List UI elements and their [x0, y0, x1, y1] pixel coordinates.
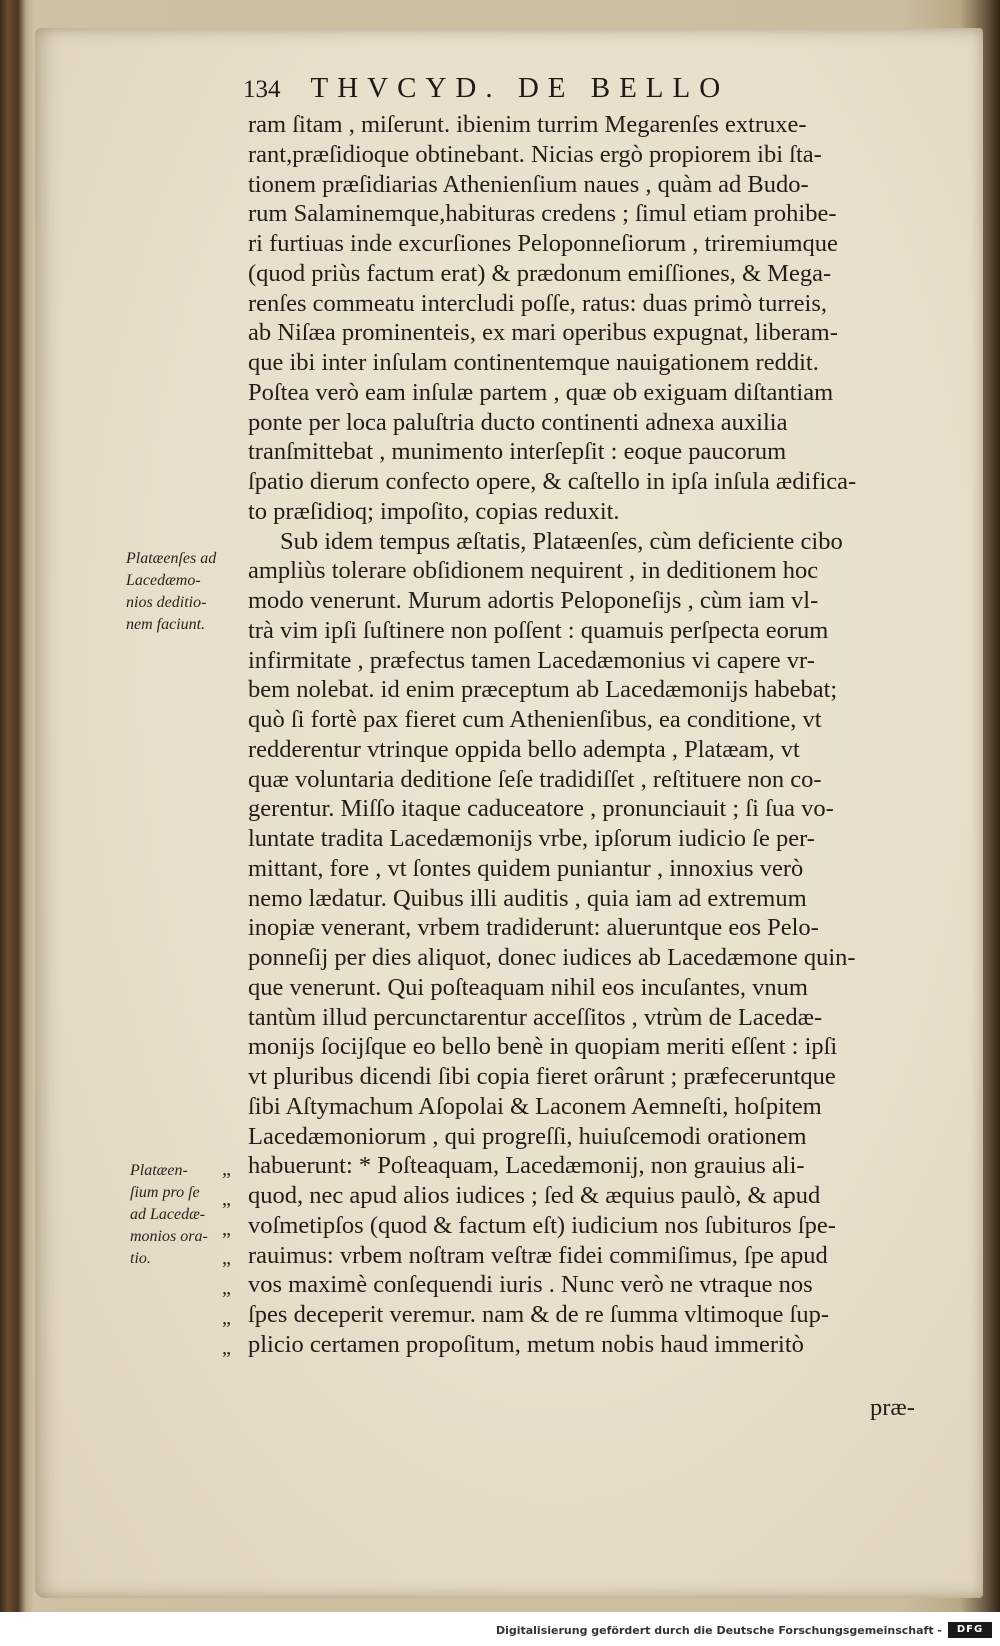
quote-mark: „ [222, 1336, 231, 1359]
page-header [243, 72, 923, 112]
text-line: vos maximè conſequendi iuris . Nunc verò ne vtraque nos [248, 1271, 813, 1299]
margin-note-line: Platæen- [130, 1162, 188, 1179]
text-line: inopiæ venerant, vrbem tradiderunt: alueruntque eos Pelo- [248, 914, 819, 942]
text-line: voſmetipſos (quod & factum eſt) iudicium nos ſubituros ſpe- [248, 1211, 836, 1239]
text-line: ſibi Aſtymachum Aſopolai & Laconem Aemneſti, hoſpitem [248, 1092, 822, 1120]
text-line: ſpatio dierum confecto opere, & caſtello in ipſa inſula ædifica- [248, 468, 857, 495]
text-line: rant,præſidioque obtinebant. Nicias ergò propiorem ibi ſta- [248, 140, 822, 168]
text-line: ſpes deceperit veremur. nam & de re ſumma vltimoque ſup- [248, 1301, 830, 1328]
margin-note-line: Platæenſes ad [126, 550, 217, 567]
text-line: quod, nec apud alios iudices ; ſed & æquius paulò, & apud [248, 1182, 821, 1209]
text-line: ab Niſæa prominenteis, ex mari operibus expugnat, liberam- [248, 319, 838, 347]
text-line: quæ voluntaria deditione ſeſe tradidiſſet , reſtituere non co- [248, 765, 822, 793]
dfg-logo-icon: DFG [948, 1622, 992, 1638]
text-line: ponneſij per dies aliquot, donec iudices ab Lacedæmone quin- [248, 944, 856, 971]
text-line: habuerunt: * Poſteaquam, Lacedæmonij, non grauius ali- [248, 1152, 805, 1180]
text-line: modo venerunt. Murum adortis Peloponeſijs , cùm iam vl- [248, 587, 819, 614]
footer-credit: Digitalisierung gefördert durch die Deutsche Forschungsgemeinschaft - [495, 1624, 942, 1637]
text-line: quò ſi fortè pax fieret cum Athenienſibus, ea conditione, vt [248, 706, 822, 733]
text-line: luntate tradita Lacedæmonijs vrbe, ipſorum iudicio ſe per- [248, 825, 815, 852]
text-line: bem nolebat. id enim præceptum ab Lacedæmonijs habebat; [248, 676, 838, 704]
text-line: Lacedæmoniorum , qui progreſſi, huiuſcemodi orationem [248, 1122, 807, 1150]
text-line: tranſmittebat , munimento interſepſit : eoque paucorum [248, 438, 787, 466]
text-line: to præſidioq; impoſito, copias reduxit. [248, 497, 620, 525]
text-line: (quod priùs factum erat) & prædonum emiſſiones, & Mega- [248, 259, 832, 287]
quote-mark: „ [222, 1187, 231, 1210]
text-line: nemo lædatur. Quibus illi auditis , quia iam ad extremum [248, 884, 807, 912]
quote-mark: „ [222, 1158, 231, 1180]
footer-bar [0, 1612, 1000, 1646]
margin-note-line: nem faciunt. [126, 616, 206, 633]
body-text [248, 110, 918, 1360]
text-line: renſes commeatu intercludi poſſe, ratus: duas primò turreis, [248, 289, 827, 317]
margin-note-oration [130, 1160, 220, 1270]
text-line: rum Salaminemque,habituras credens ; ſimul etiam prohibe- [248, 200, 837, 228]
margin-note-line: ad Lacedæ- [130, 1206, 206, 1223]
quote-mark: „ [222, 1306, 231, 1329]
text-line: que ibi inter inſulam continentemque nauigationem reddit. [248, 349, 819, 376]
text-line: ram ſitam , miſerunt. ibienim turrim Megarenſes extruxe- [248, 111, 807, 138]
text-line: tionem præſidiarias Athenienſium naues , quàm ad Budo- [248, 170, 809, 198]
margin-note-line: monios ora- [130, 1228, 208, 1245]
quotation-marks-column [222, 1155, 246, 1363]
margin-note-line: tio. [130, 1250, 151, 1267]
text-line: trà vim ipſi ſuſtinere non poſſent : quamuis perſpecta eorum [248, 616, 829, 644]
running-title: THVCYD. DE BELLO [310, 72, 730, 104]
text-line: monijs ſocijſque eo bello benè in quopiam meriti eſſent : ipſi [248, 1033, 838, 1061]
text-line: Poſtea verò eam inſulæ partem , quæ ob exiguam diſtantiam [248, 378, 834, 406]
quote-mark: „ [222, 1277, 231, 1299]
margin-note-surrender [126, 548, 244, 636]
quote-mark: „ [222, 1247, 231, 1270]
text-line: ri furtiuas inde excurſiones Peloponneſiorum , triremiumque [248, 230, 838, 257]
text-line: redderentur vtrinque oppida bello adempta , Platæam, vt [248, 735, 800, 763]
text-line: Sub idem tempus æſtatis, Platæenſes, cùm deficiente cibo [280, 527, 843, 555]
text-line: ponte per loca paluſtria ducto continenti adnexa auxilia [248, 408, 788, 436]
text-line: plicio certamen propoſitum, metum nobis haud immeritò [248, 1330, 804, 1358]
margin-note-line: ſium pro ſe [130, 1184, 200, 1201]
text-line: infirmitate , præfectus tamen Lacedæmonius vi capere vr- [248, 646, 815, 674]
text-line: tantùm illud percunctarentur acceſſitos , vtrùm de Lacedæ- [248, 1003, 823, 1031]
text-line: vt pluribus dicendi ſibi copia fieret orârunt ; præfeceruntque [248, 1063, 836, 1090]
text-line: ampliùs tolerare obſidionem nequirent , in deditionem hoc [248, 557, 819, 585]
margin-note-line: nios deditio- [126, 594, 207, 611]
page-number: 134 [243, 76, 281, 103]
quote-mark: „ [222, 1217, 231, 1240]
text-line: que venerunt. Qui poſteaquam nihil eos incuſantes, vnum [248, 973, 808, 1001]
text-line: mittant, fore , vt ſontes quidem puniantur , innoxius verò [248, 854, 804, 882]
text-line: rauimus: vrbem noſtram veſtræ fidei commiſimus, ſpe apud [248, 1241, 828, 1269]
text-line: gerentur. Miſſo itaque caduceatore , pronunciauit ; ſi ſua vo- [248, 795, 834, 823]
catchword: præ- [870, 1394, 915, 1421]
margin-note-line: Lacedæmo- [126, 572, 201, 589]
